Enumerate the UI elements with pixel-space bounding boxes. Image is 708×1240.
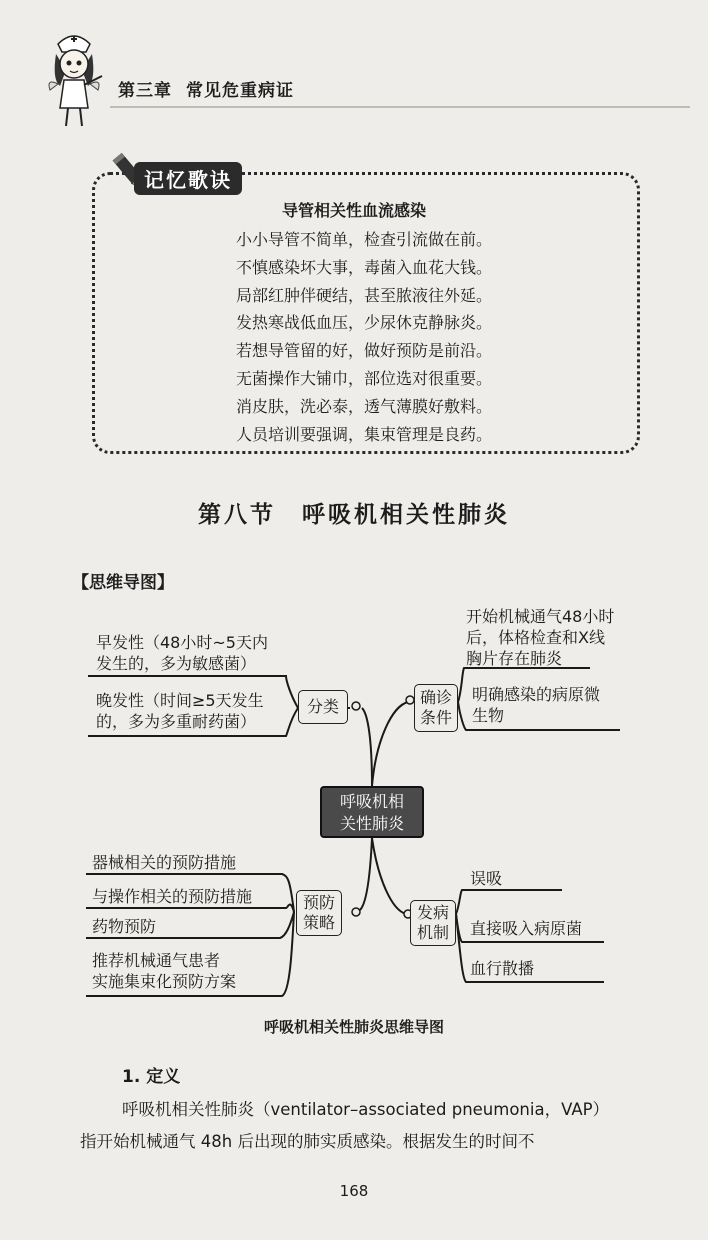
connector-diagnosis — [372, 702, 408, 786]
leaf-line: 发生的，多为敏感菌） — [96, 654, 257, 673]
branch-label: 机制 — [416, 923, 449, 942]
branch-label: 策略 — [302, 913, 335, 932]
section-title — [0, 496, 708, 529]
connector-classify — [362, 708, 372, 786]
poem-line: 消皮肤，洗必泰，透气薄膜好敷料。 — [236, 396, 493, 416]
definition-line-1: 呼吸机相关性肺炎（ventilator–associated pneumonia，VAP） — [122, 1100, 610, 1119]
poem-line: 无菌操作大铺巾，部位选对很重要。 — [236, 368, 493, 388]
connector-mechanism — [372, 838, 406, 914]
prevention-device: 器械相关的预防措施 — [92, 853, 237, 872]
section-number: 第八节 — [198, 501, 276, 528]
mechanism-hematogenous: 血行散播 — [470, 959, 535, 978]
poem-title: 导管相关性血流感染 — [281, 201, 426, 220]
mechanism-aspiration: 误吸 — [470, 869, 503, 888]
diagnosis-criteria-2 — [472, 684, 600, 726]
branch-mechanism-node — [410, 900, 456, 946]
branch-classify-node — [298, 690, 348, 724]
mindmap-caption: 呼吸机相关性肺炎思维导图 — [263, 1018, 444, 1036]
mechanism-inhalation: 直接吸入病原菌 — [470, 919, 583, 938]
section-name: 呼吸机相关性肺炎 — [302, 501, 510, 528]
prevention-drug: 药物预防 — [92, 917, 157, 936]
center-line: 关性肺炎 — [339, 814, 404, 833]
branch-label: 确诊 — [419, 688, 452, 707]
chapter-title: 常见危重病证 — [186, 81, 294, 101]
branch-prevention-node — [296, 890, 342, 936]
leaf-line: 的，多为多重耐药菌） — [96, 712, 257, 731]
definition-line-2: 指开始机械通气 48h 后出现的肺实质感染。根据发生的时间不 — [80, 1132, 535, 1151]
poem-line: 小小导管不简单，检查引流做在前。 — [236, 230, 493, 249]
chapter-header — [118, 76, 294, 101]
poem-line: 局部红肿伴硬结，甚至脓液往外延。 — [236, 285, 493, 305]
leaf-line: 实施集束化预防方案 — [92, 972, 237, 991]
leaf-line: 后，体格检查和X线 — [466, 628, 605, 647]
leaf-line: 晚发性（时间≥5天发生 — [96, 691, 264, 710]
classify-late — [96, 690, 264, 732]
poem-body — [236, 226, 492, 448]
poem-line: 人员培训要强调，集束管理是良药。 — [236, 424, 493, 444]
diagnosis-criteria-1 — [466, 606, 614, 669]
leaf-line: 胸片存在肺炎 — [466, 649, 563, 668]
center-line: 呼吸机相 — [339, 792, 404, 811]
nurse-mascot-icon — [44, 30, 104, 130]
branch-label: 发病 — [416, 903, 449, 922]
poem-line: 不慎感染坏大事，毒菌入血花大钱。 — [236, 257, 493, 277]
branch-label: 条件 — [419, 708, 452, 727]
connector-prevention — [360, 838, 372, 910]
leaf-line: 生物 — [472, 706, 505, 725]
chapter-number: 第三章 — [118, 81, 172, 101]
leaf-line: 明确感染的病原微 — [472, 685, 601, 704]
branch-label: 分类 — [306, 697, 339, 716]
branch-label: 预防 — [302, 893, 335, 912]
leaf-line: 推荐机械通气患者 — [92, 951, 221, 970]
classify-early — [96, 632, 268, 674]
page-number: 168 — [339, 1182, 369, 1200]
branch-diagnosis-node — [414, 684, 458, 732]
poem-line: 发热寒战低血压，少尿休克静脉炎。 — [236, 313, 493, 333]
memory-verse-tag: 记忆歌诀 — [134, 162, 242, 195]
prevention-bundle — [92, 950, 236, 992]
header-divider — [110, 106, 690, 108]
prevention-operation: 与操作相关的预防措施 — [92, 887, 253, 906]
definition-heading: 1. 定义 — [122, 1067, 181, 1087]
leaf-line: 早发性（48小时~5天内 — [96, 633, 268, 652]
leaf-line: 开始机械通气48小时 — [466, 607, 615, 626]
mindmap-center-node — [320, 786, 424, 838]
mindmap-label: 【思维导图】 — [72, 573, 174, 593]
poem-line: 若想导管留的好，做好预防是前沿。 — [236, 341, 493, 361]
